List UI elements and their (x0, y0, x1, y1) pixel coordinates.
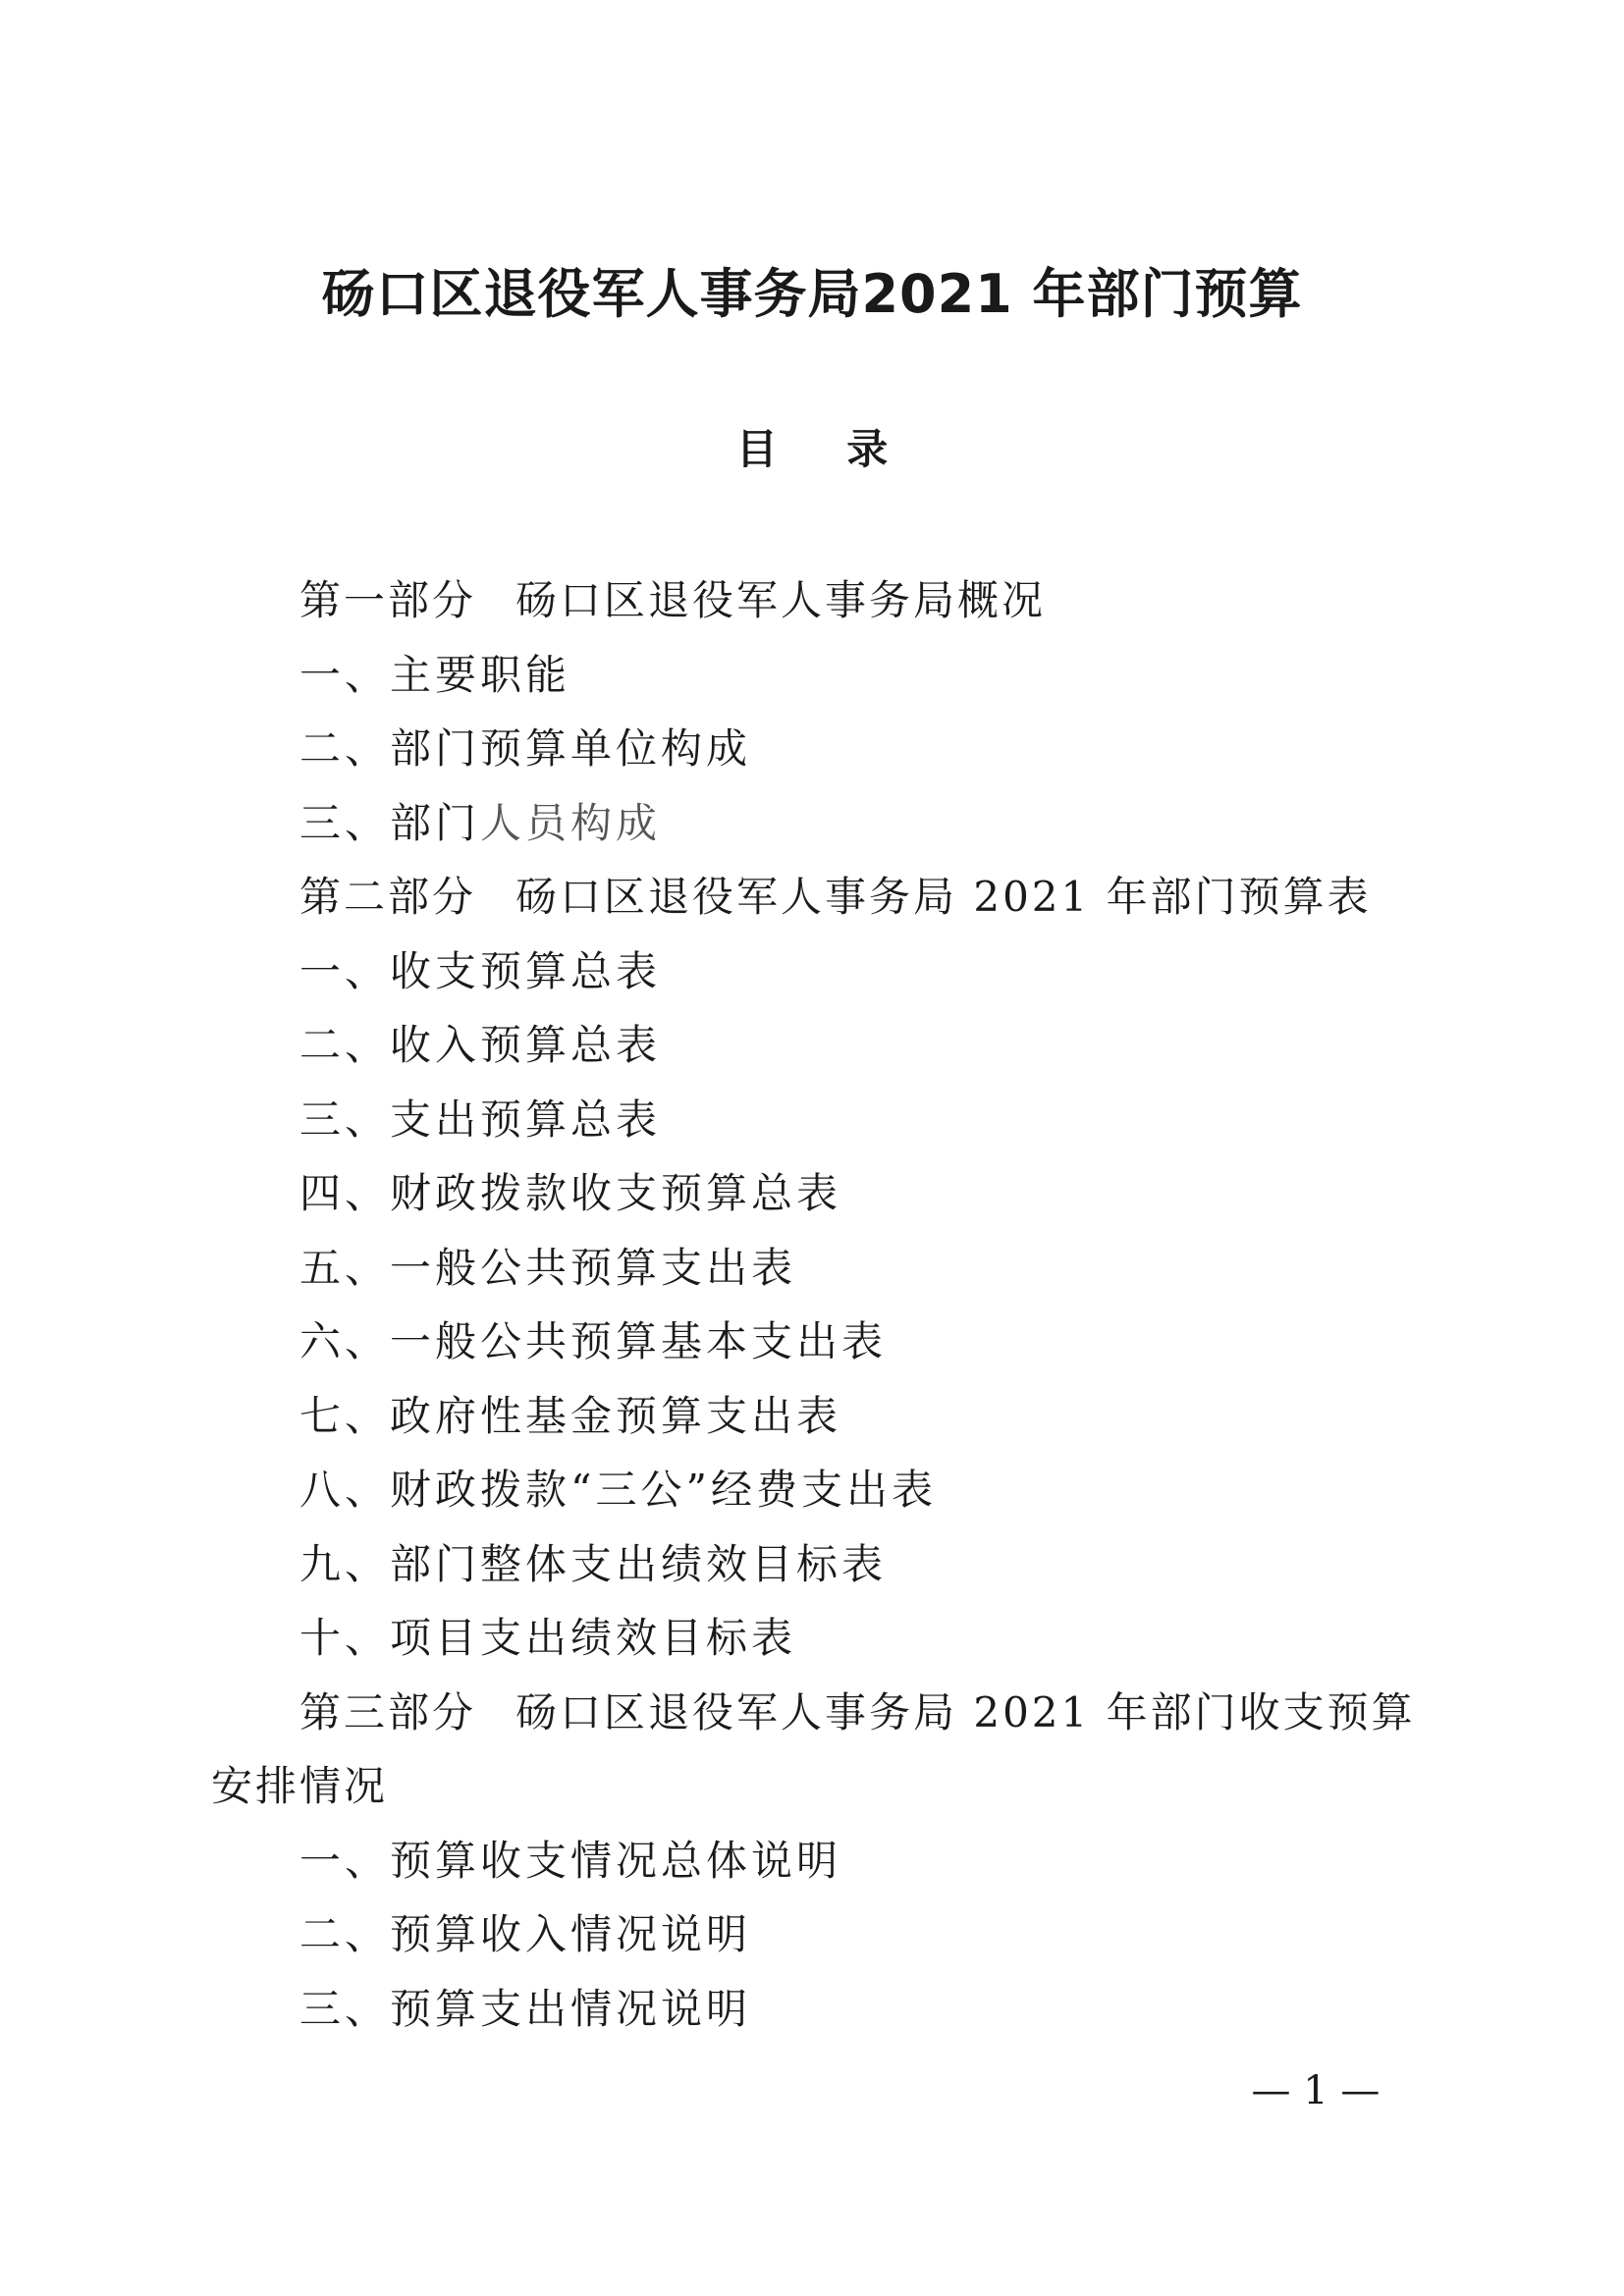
toc-part-3-label: 第三部分 (299, 1687, 477, 1736)
toc-item: 一、主要职能 (299, 650, 571, 699)
toc-part-3-title: 砀口区退役军人事务局 2021 年部门收支预算安排情况 (211, 1687, 1416, 1810)
toc-item: 二、预算收入情况说明 (299, 1910, 752, 1958)
toc-item: 十、项目支出绩效目标表 (299, 1614, 797, 1662)
toc-item: 三、预算支出情况说明 (299, 1984, 752, 2033)
page-number: — 1 — (1251, 2068, 1380, 2113)
toc-item: 二、收入预算总表 (299, 1021, 662, 1069)
table-of-contents (211, 563, 1429, 2046)
toc-item (211, 786, 1429, 861)
toc-part-2-title: 砀口区退役军人事务局 2021 年部门预算表 (515, 873, 1372, 921)
toc-item: 六、一般公共预算基本支出表 (299, 1317, 888, 1365)
toc-item: 一、预算收支情况总体说明 (299, 1836, 842, 1885)
toc-item: 五、一般公共预算支出表 (299, 1243, 797, 1292)
toc-item: 八、财政拨款“三公”经费支出表 (299, 1466, 937, 1514)
toc-heading: 目 录 (735, 425, 916, 473)
toc-part-1-label: 第一部分 (299, 576, 477, 624)
toc-item-suffix: 人员构成 (480, 798, 662, 847)
toc-item: 七、政府性基金预算支出表 (299, 1391, 842, 1440)
toc-item: 九、部门整体支出绩效目标表 (299, 1539, 888, 1588)
toc-part-2-label: 第二部分 (299, 873, 477, 921)
toc-part-1 (211, 563, 1429, 638)
toc-part-1-title: 砀口区退役军人事务局概况 (515, 576, 1047, 624)
toc-item-prefix: 三、部门 (299, 798, 481, 847)
toc-part-3 (211, 1676, 1429, 1824)
toc-item: 一、收支预算总表 (299, 946, 662, 995)
document-title: 砀口区退役军人事务局2021 年部门预算 (321, 263, 1303, 325)
toc-item: 四、财政拨款收支预算总表 (299, 1169, 842, 1217)
toc-item: 三、支出预算总表 (299, 1095, 662, 1144)
toc-item: 二、部门预算单位构成 (299, 724, 752, 773)
toc-part-2 (211, 860, 1429, 934)
